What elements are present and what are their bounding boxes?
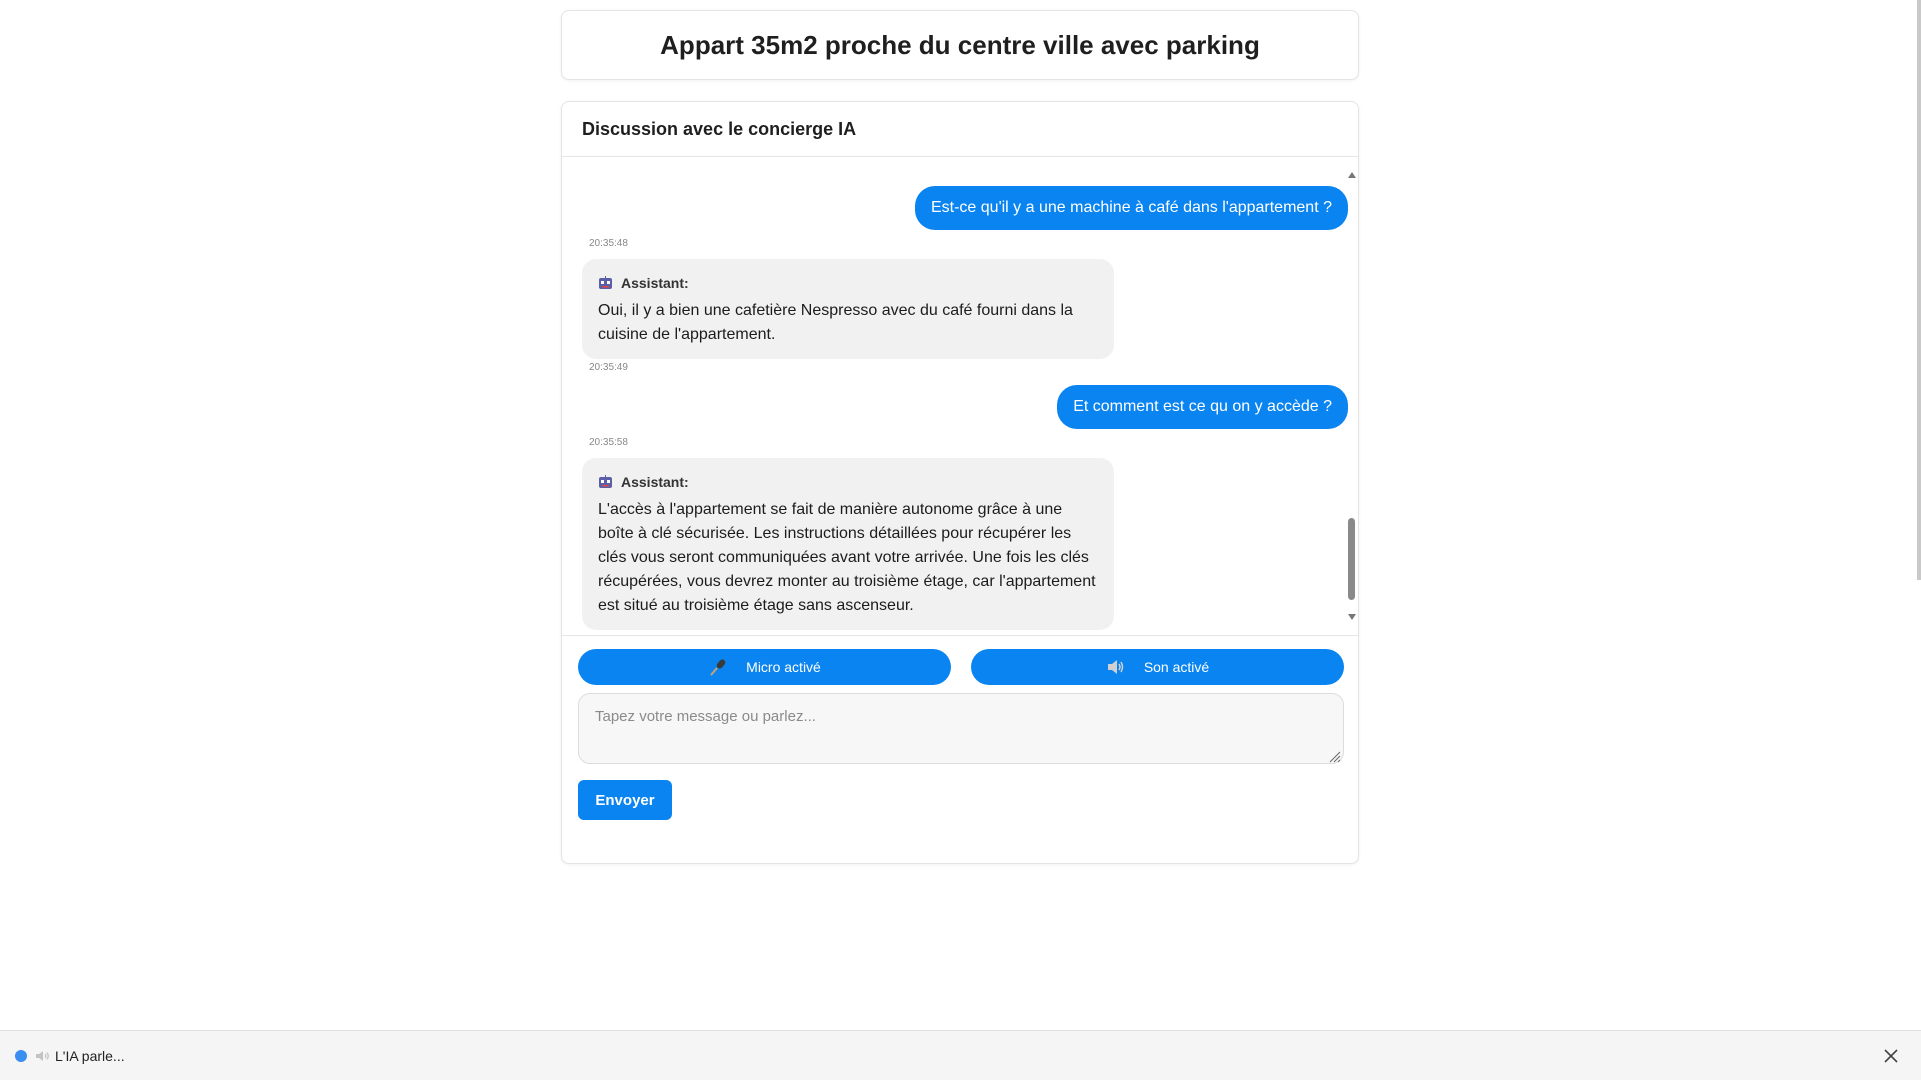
microphone-icon	[708, 657, 728, 677]
sound-toggle-label: Son activé	[1143, 659, 1210, 675]
assistant-author	[598, 470, 1098, 494]
status-text: L'IA parle...	[55, 1047, 125, 1064]
send-button[interactable]: Envoyer	[578, 780, 672, 820]
assistant-author-label: Assistant:	[621, 474, 689, 490]
mic-toggle-label: Micro activé	[746, 659, 821, 675]
message-input[interactable]	[578, 693, 1344, 764]
message-timestamp: 20:35:49	[589, 362, 628, 373]
page-title: Appart 35m2 proche du centre ville avec parking	[660, 29, 1260, 60]
chat-header: Discussion avec le concierge IA	[562, 102, 1358, 157]
scroll-down-arrow-icon[interactable]	[1348, 614, 1356, 620]
user-message	[915, 186, 1348, 230]
user-message-text: Et comment est ce qu on y accède ?	[1073, 398, 1332, 415]
message-timestamp: 20:35:48	[589, 238, 628, 249]
speaker-small-icon	[35, 1048, 51, 1064]
chat-panel	[561, 101, 1359, 864]
close-icon	[1879, 1044, 1903, 1068]
scrollbar-thumb[interactable]	[1348, 518, 1355, 600]
message-list[interactable]	[562, 168, 1348, 726]
page-scrollbar-thumb[interactable]	[1917, 0, 1921, 580]
message-scrollbar[interactable]	[1347, 168, 1357, 620]
user-message-text: Est-ce qu'il y a une machine à café dans l'appartement ?	[930, 199, 1332, 216]
assistant-author	[598, 271, 1098, 295]
assistant-message-text: L'accès à l'appartement se fait de manière autonome grâce à une boîte à clé sécurisée. Les instructions détaillées pour récupérer les clés vous seront communiquées avant votre arrivée. Une fois les clés récupérées, vous devrez monter au troisième étage, car l'appartement est situé au troisième étage sans ascenseur.	[598, 501, 1096, 614]
resize-handle-icon[interactable]	[1329, 751, 1341, 763]
user-message	[1057, 385, 1348, 429]
speaker-icon	[1106, 657, 1126, 677]
divider	[562, 635, 1358, 636]
mic-toggle-button[interactable]	[578, 649, 951, 685]
scroll-up-arrow-icon[interactable]	[1348, 172, 1356, 178]
status-dot-icon	[15, 1050, 27, 1062]
robot-icon	[598, 475, 613, 489]
title-card	[561, 10, 1359, 80]
close-status-button[interactable]	[1879, 1044, 1903, 1068]
speaking-status-bar	[0, 1030, 1921, 1080]
assistant-author-label: Assistant:	[621, 275, 689, 291]
message-timestamp: 20:35:58	[589, 437, 628, 448]
assistant-message-text: Oui, il y a bien une cafetière Nespresso avec du café fourni dans la cuisine de l'appartement.	[598, 302, 1073, 343]
assistant-message	[582, 259, 1114, 359]
sound-toggle-button[interactable]	[971, 649, 1344, 685]
robot-icon	[598, 276, 613, 290]
assistant-message	[582, 458, 1114, 630]
